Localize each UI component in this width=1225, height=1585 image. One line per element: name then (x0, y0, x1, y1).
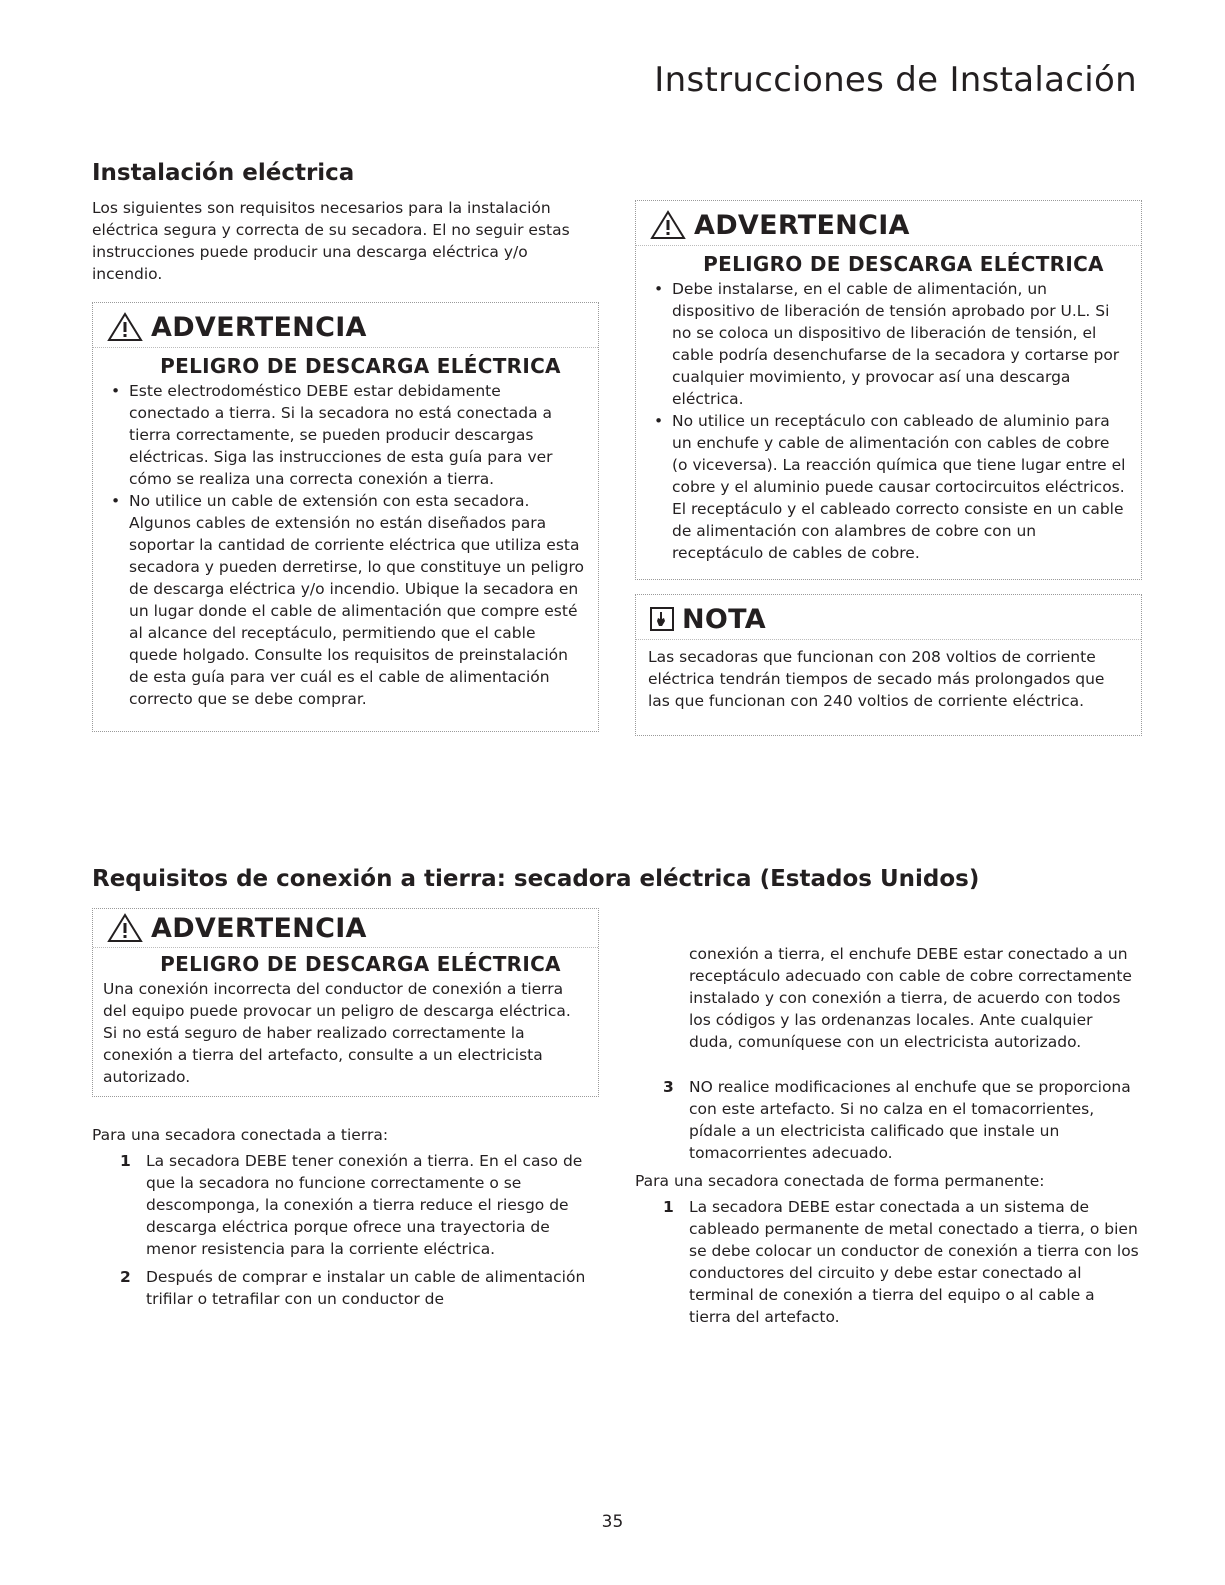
page-title: Instrucciones de Instalación (654, 60, 1137, 100)
warning-triangle-icon (650, 210, 686, 240)
warning-header (93, 307, 598, 348)
list-item: • Este electrodoméstico DEBE estar debidamente conectado a tierra. Si la secadora no está conectada a tierra correctamente, se pueden producir descargas eléctricas. Siga las instrucciones de esta guía para ver cómo se realiza una correcta conexión a tierra. (107, 380, 586, 490)
step-text: Después de comprar e instalar un cable de alimentación trifilar o tetrafilar con un conductor de (146, 1268, 586, 1308)
list-item (635, 1196, 1139, 1328)
list-item (635, 1076, 1139, 1164)
note-text: Las secadoras que funcionan con 208 voltios de corriente eléctrica tendrán tiempos de secado más prolongados que las que funcionan con 240 voltios de corriente eléctrica. (648, 648, 1105, 710)
hazard-title: PELIGRO DE DESCARGA ELÉCTRICA (160, 354, 561, 378)
step-number: 1 (120, 1152, 131, 1170)
warning-header (636, 205, 1141, 246)
warning-triangle-icon (107, 913, 143, 943)
warning-bullets (93, 380, 598, 710)
section-heading-electrical: Instalación eléctrica (92, 160, 355, 186)
warning-label: ADVERTENCIA (151, 311, 367, 343)
note-label: NOTA (682, 603, 766, 635)
step-number: 2 (120, 1268, 131, 1286)
permanent-intro: Para una secadora conectada de forma permanente: (635, 1172, 1045, 1190)
hazard-title: PELIGRO DE DESCARGA ELÉCTRICA (160, 952, 561, 976)
section-heading-grounding: Requisitos de conexión a tierra: secadora eléctrica (Estados Unidos) (92, 866, 980, 892)
grounding-warning-text: Una conexión incorrecta del conductor de conexión a tierra del equipo puede provocar un peligro de descarga eléctrica. Si no está seguro de haber realizado correctamente la conexión a tierra del artefacto, consulte a un electricista autorizado. (103, 980, 571, 1086)
warning-header (93, 909, 598, 948)
permanent-steps (635, 1196, 1139, 1334)
warning-box-grounding (92, 908, 599, 1097)
hazard-title: PELIGRO DE DESCARGA ELÉCTRICA (703, 252, 1104, 276)
warning-box-right (635, 200, 1142, 580)
note-hand-icon (650, 607, 674, 631)
step-number: 3 (663, 1078, 674, 1096)
list-item: • Debe instalarse, en el cable de alimentación, un dispositivo de liberación de tensión aprobado por U.L. Si no se coloca un dispositivo de liberación de tensión, el cable podría desenchufarse de la secadora y cortarse por cualquier movimiento, y provocar así una descarga eléctrica. (650, 278, 1129, 410)
electrical-intro: Los siguientes son requisitos necesarios para la instalación eléctrica segura y correcta de su secadora. El no seguir estas instrucciones puede producir una descarga eléctrica y/o incendio. (92, 199, 570, 283)
step-number: 1 (663, 1198, 674, 1216)
list-item (92, 1266, 602, 1310)
warning-box-left (92, 302, 599, 732)
list-item (92, 1150, 602, 1260)
warning-label: ADVERTENCIA (694, 209, 910, 241)
warning-bullets (636, 278, 1141, 564)
warning-triangle-icon (107, 312, 143, 342)
list-item: • No utilice un receptáculo con cableado de aluminio para un enchufe y cable de alimentación con cables de cobre (o viceversa). La reacción química que tiene lugar entre el cobre y el aluminio puede causar cortocircuitos eléctricos. El receptáculo y el cableado correcto consiste en un cable de alimentación con alambres de cobre con un receptáculo de cables de cobre. (650, 410, 1129, 564)
note-header (636, 599, 1141, 640)
step-text: La secadora DEBE tener conexión a tierra. En el caso de que la secadora no funcione correctamente o se descomponga, la conexión a tierra reduce el riesgo de descarga eléctrica porque ofrece una trayectoria de menor resistencia para la corriente eléctrica. (146, 1152, 583, 1258)
list-item: • No utilice un cable de extensión con esta secadora. Algunos cables de extensión no están diseñados para soportar la cantidad de corriente eléctrica que utiliza esta secadora y pueden derretirse, lo que constituye un peligro de descarga eléctrica y/o incendio. Ubique la secadora en un lugar donde el cable de alimentación que compre esté al alcance del receptáculo, permitiendo que el cable quede holgado. Consulte los requisitos de preinstalación de esta guía para ver cuál es el cable de alimentación correcto que se debe comprar. (107, 490, 586, 710)
grounded-intro: Para una secadora conectada a tierra: (92, 1126, 389, 1144)
note-box (635, 594, 1142, 736)
step-text: NO realice modificaciones al enchufe que se proporciona con este artefacto. Si no calza en el tomacorrientes, pídale a un electricista calificado que instale un tomacorrientes adecuado. (689, 1078, 1131, 1162)
step-2-continued: conexión a tierra, el enchufe DEBE estar conectado a un receptáculo adecuado con cable de cobre correctamente instalado y con conexión a tierra, de acuerdo con todos los códigos y las ordenanzas locales. Ante cualquier duda, comuníquese con un electricista autorizado. (689, 945, 1132, 1051)
step-text: La secadora DEBE estar conectada a un sistema de cableado permanente de metal conectado a tierra, o bien se debe colocar un conductor de conexión a tierra con los conductores del circuito y debe estar conectado al terminal de conexión a tierra del equipo o al cable a tierra del artefacto. (689, 1198, 1139, 1326)
page-number: 35 (601, 1512, 624, 1532)
grounded-steps (92, 1150, 602, 1316)
grounded-steps-continued (635, 1076, 1139, 1170)
warning-label: ADVERTENCIA (151, 912, 367, 944)
